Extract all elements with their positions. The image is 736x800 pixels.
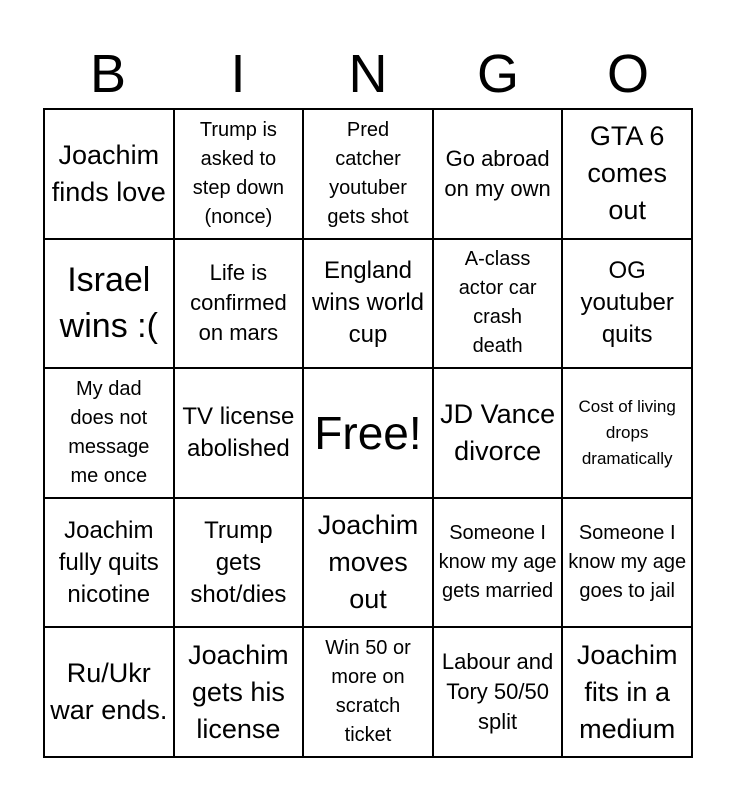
bingo-cell[interactable] <box>562 498 692 628</box>
bingo-cell[interactable] <box>44 109 174 239</box>
cell-text: Life is confirmed on mars <box>190 260 287 346</box>
cell-text: Israel wins :( <box>59 261 158 346</box>
bingo-cell[interactable] <box>433 368 563 498</box>
cell-text: TV license abolished <box>182 402 295 462</box>
cell-text: OG youtuber quits <box>580 257 674 349</box>
header-letter-o: O <box>606 44 649 104</box>
cell-text: Win 50 or more on scratch ticket <box>325 637 411 747</box>
bingo-cell[interactable] <box>44 368 174 498</box>
cell-text: JD Vance divorce <box>440 398 556 466</box>
bingo-cell[interactable] <box>174 239 304 369</box>
header-letter-i: I <box>230 44 246 104</box>
bingo-cell[interactable] <box>303 239 433 369</box>
free-space[interactable] <box>303 368 433 498</box>
cell-text: Cost of living drops dramatically <box>578 396 676 468</box>
header-letter-n: N <box>348 44 388 104</box>
cell-text: Joachim moves out <box>317 510 419 615</box>
bingo-cell[interactable] <box>433 498 563 628</box>
bingo-cell[interactable] <box>44 627 174 757</box>
bingo-cell[interactable] <box>44 498 174 628</box>
bingo-cell[interactable] <box>174 368 304 498</box>
cell-text: Go abroad on my own <box>444 145 551 201</box>
bingo-cell[interactable] <box>174 627 304 757</box>
bingo-cell[interactable] <box>562 239 692 369</box>
bingo-cell[interactable] <box>433 109 563 239</box>
bingo-cell[interactable] <box>44 239 174 369</box>
cell-text: Ru/Ukr war ends. <box>50 658 168 726</box>
cell-text: Someone I know my age goes to jail <box>568 522 687 603</box>
header-letter-b: B <box>89 44 127 104</box>
bingo-cell[interactable] <box>174 109 304 239</box>
bingo-cell[interactable] <box>303 627 433 757</box>
cell-text: England wins world cup <box>311 257 424 349</box>
cell-text: Pred catcher youtuber gets shot <box>327 118 409 228</box>
cell-text: Trump is asked to step down (nonce) <box>192 118 284 228</box>
bingo-cell[interactable] <box>433 239 563 369</box>
bingo-cell[interactable] <box>562 627 692 757</box>
bingo-board <box>43 108 693 758</box>
cell-text: Joachim gets his license <box>188 639 289 744</box>
bingo-cell[interactable] <box>303 498 433 628</box>
bingo-cell[interactable] <box>562 109 692 239</box>
header-letter-g: G <box>476 44 519 104</box>
cell-text: Joachim fits in a medium <box>576 639 678 744</box>
cell-text: Labour and Tory 50/50 split <box>441 649 554 735</box>
cell-text: A-class actor car crash death <box>458 248 537 358</box>
cell-text: Trump gets shot/dies <box>190 516 287 608</box>
bingo-cell[interactable] <box>562 368 692 498</box>
cell-text: Joachim finds love <box>51 139 166 207</box>
bingo-header <box>43 40 693 108</box>
cell-text: Free! <box>314 406 422 459</box>
cell-text: Joachim fully quits nicotine <box>58 516 159 608</box>
cell-text: Someone I know my age gets married <box>438 522 557 603</box>
cell-text: My dad does not message me once <box>68 377 150 487</box>
bingo-cell[interactable] <box>174 498 304 628</box>
bingo-cell[interactable] <box>303 109 433 239</box>
cell-text: GTA 6 comes out <box>587 121 667 226</box>
bingo-cell[interactable] <box>433 627 563 757</box>
